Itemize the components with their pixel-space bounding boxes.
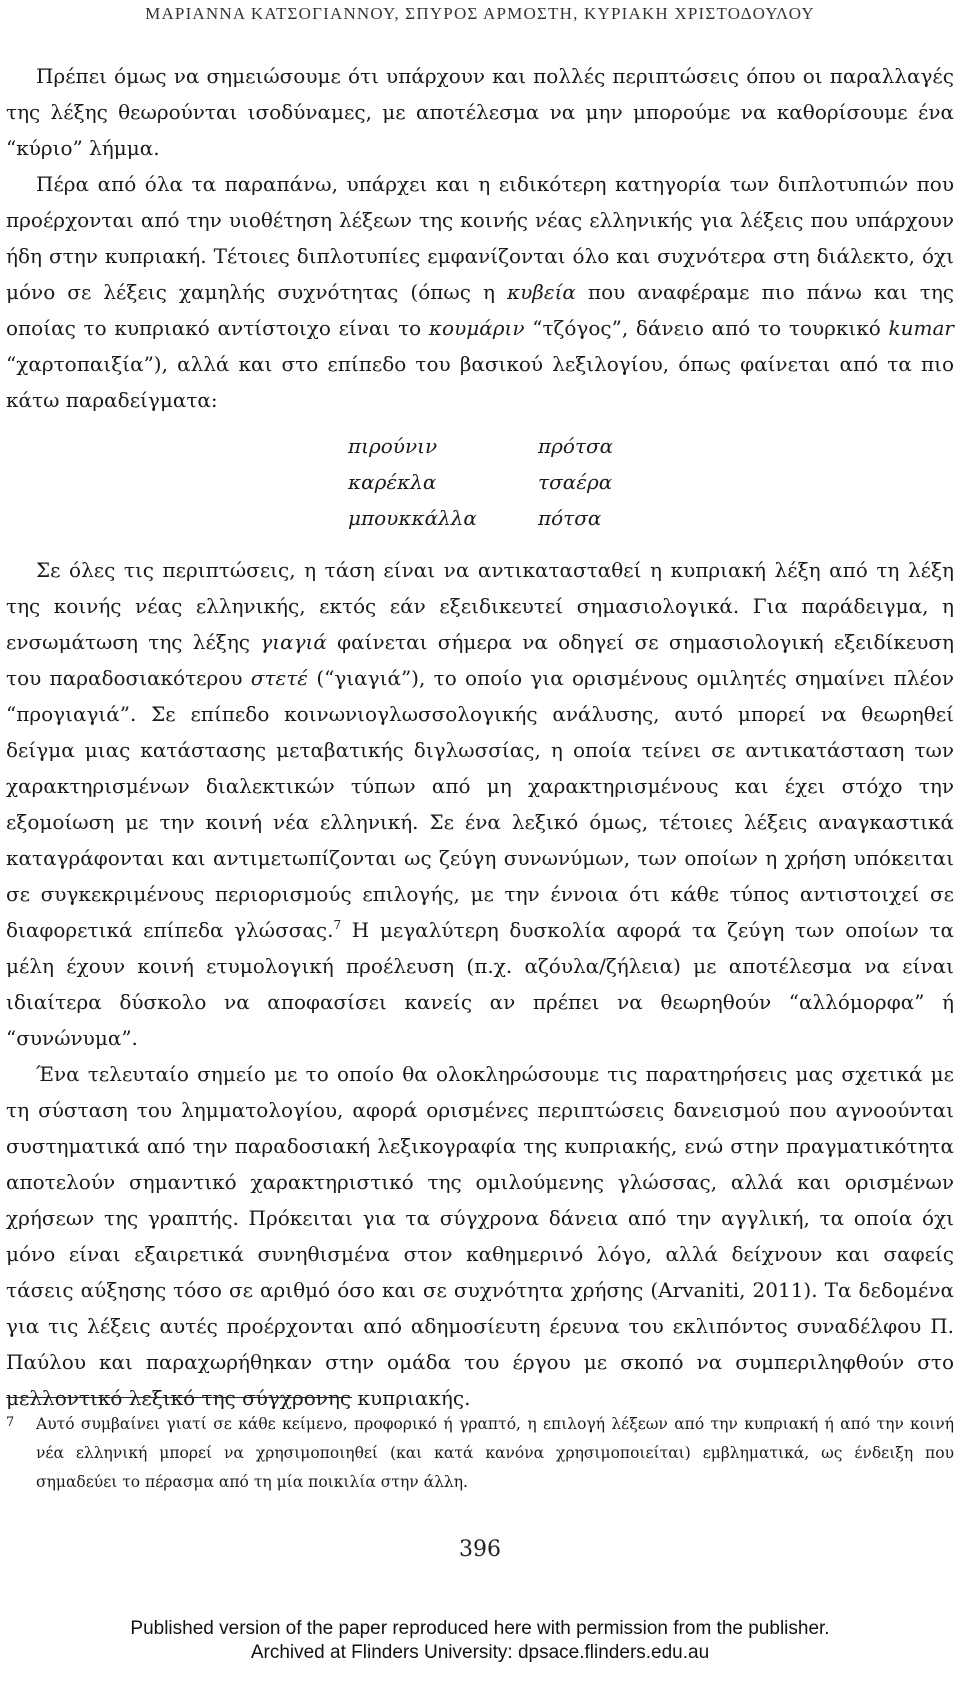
example-word: πότσα (538, 506, 602, 530)
example-word: πρότσα (538, 434, 614, 458)
example-word: καρέκλα (348, 470, 437, 494)
paragraph-3-text: Η μεγαλύτερη δυσκολία αφορά τα ζεύγη των οποίων τα μέλη έχουν κοινή ετυμολογική προέλευση (π.χ. αζόυλα/ζήλεια) με αποτέλεσμα να είναι ιδιαίτερα δύσκολο να αποφασίσει κανείς αν πρέπει να θεωρηθούν “αλλόμορφα” ή “συνώνυμα”. (6, 918, 954, 1050)
publisher-note-line-2: Archived at Flinders University: dpsace.flinders.edu.au (250, 1642, 710, 1663)
example-word: μπουκκάλλα (348, 506, 477, 530)
page-number: 396 (459, 1537, 501, 1562)
example-word: τσαέρα (538, 470, 613, 494)
footnote (6, 1410, 954, 1497)
italic-term-kyveia: κυβεία (507, 280, 576, 304)
examples-list (6, 428, 954, 536)
paragraph-2-text: “τζόγος”, δάνειο από το τουρκικό (524, 316, 889, 340)
paragraph-2 (6, 166, 954, 418)
publisher-note (0, 1617, 960, 1665)
body-text (6, 58, 954, 1416)
paragraph-3-text: φαίνεται σήμερα να οδηγεί σε σημασιολογική εξειδίκευση του παραδοσιακότερου (6, 630, 954, 690)
italic-term-koumarin: κουμάριν (428, 316, 525, 340)
running-header: ΜΑΡΙΑΝΝΑ ΚΑΤΣΟΓΙΑΝΝΟΥ, ΣΠΥΡΟΣ ΑΡΜΟΣΤΗ, ΚΥΡΙΑΚΗ ΧΡΙΣΤΟΔΟΥΛΟΥ (145, 4, 815, 23)
italic-term-stete: στετέ (250, 666, 309, 690)
paragraph-2-text: Πέρα από όλα τα παραπάνω, υπάρχει και η ειδικότερη κατηγορία των διπλοτυπιών που προέρχονται από την υιοθέτηση λέξεων της κοινής νέας ελληνικής για λέξεις που υπάρχουν ήδη στην κυπριακή. Τέτοιες διπλοτυπίες εμφανίζονται όλο και συχνότερα στη διάλεκτο, όχι μόνο σε λέξεις χαμηλής συχνότητας (όπως η (6, 172, 954, 304)
publisher-note-line-1: Published version of the paper reproduced here with permission from the publisher. (130, 1618, 830, 1639)
paragraph-1: Πρέπει όμως να σημειώσουμε ότι υπάρχουν και πολλές περιπτώσεις όπου οι παραλλαγές της λέξης θεωρούνται ισοδύναμες, με αποτέλεσμα να μην μπορούμε να καθορίσουμε ένα “κύριο” λήμμα. (6, 64, 954, 160)
paragraph-3-text: Σε όλες τις περιπτώσεις, η τάση είναι να αντικατασταθεί η κυπριακή λέξη από τη λέξη της κοινής νέας ελληνικής, εκτός εάν εξειδικευτεί σημασιολογικά. Για παράδειγμα, η ενσωμάτωση της λέξης (6, 558, 954, 654)
paragraph-4: Ένα τελευταίο σημείο με το οποίο θα ολοκληρώσουμε τις παρατηρήσεις μας σχετικά με τη σύσταση του λημματολογίου, αφορά ορισμένες περιπτώσεις δανεισμού που αγνοούνται συστηματικά από την παραδοσιακή λεξικογραφία της κυπριακής, ενώ στην πραγματικότητα αποτελούν σημαντικό χαρακτηριστικό της ομιλούμενης γλώσσας, αλλά και ορισμένων χρήσεων της γραπτής. Πρόκειται για τα σύγχρονα δάνεια από την αγγλική, τα οποία όχι μόνο είναι εξαιρετικά συνηθισμένα στον καθημερινό λόγο, αλλά δείχνουν και σαφείς τάσεις αύξησης τόσο σε αριθμό όσο και σε συχνότητα χρήσης (Arvaniti, 2011). Τα δεδομένα για τις λέξεις αυτές προέρχονται από αδημοσίευτη έρευνα του εκλιπόντος συναδέλφου Π. Παύλου και παραχωρήθηκαν στην ομάδα του έργου με σκοπό να συμπεριληφθούν στο μελλοντικό λεξικό της σύγχρονης κυπριακής. (6, 1062, 954, 1410)
paragraph-3-text: (“γιαγιά”), το οποίο για ορισμένους ομιλητές σημαίνει πλέον “προγιαγιά”. Σε επίπεδο κοινωνιογλωσσολογικής ανάλυσης, αυτό μπορεί να θεωρηθεί δείγμα μιας κατάστασης μεταβατικής διγλωσσίας, η οποία τείνει σε αντικατάσταση των χαρακτηρισμένων διαλεκτικών τύπων από μη χαρακτηρισμένους και έχει στόχο την εξομοίωση με την κοινή νέα ελληνική. Σε ένα λεξικό όμως, τέτοιες λέξεις αναγκαστικά καταγράφονται και αντιμετωπίζονται ως ζεύγη συνωνύμων, των οποίων η χρήση υπόκειται σε συγκεκριμένους περιορισμούς επιλογής, με την έννοια ότι κάθε τύπος αντιστοιχεί σε διαφορετικά επίπεδα γλώσσας. (6, 666, 954, 942)
paragraph-2-text: “χαρτοπαιξία”), αλλά και στο επίπεδο του βασικού λεξιλογίου, όπως φαίνεται από τα πιο κάτω παραδείγματα: (6, 352, 954, 412)
example-word: πιρούνιν (348, 434, 438, 458)
footnote-number: 7 (6, 1415, 15, 1430)
footnote-text: Αυτό συμβαίνει γιατί σε κάθε κείμενο, προφορικό ή γραπτό, η επιλογή λέξεων από την κυπριακή ή από την κοινή νέα ελληνική μπορεί να χρησιμοποιηθεί (και κατά κανόνα χρησιμοποιείται) εμβληματικά, ως ένδειξη που σημαδεύει το πέρασμα από τη μία ποικιλία στην άλλη. (36, 1415, 954, 1491)
italic-term-kumar: kumar (888, 316, 954, 340)
paragraph-3 (6, 552, 954, 1056)
footnote-reference[interactable]: 7 (333, 918, 342, 932)
italic-term-giagia: γιαγιά (260, 630, 327, 654)
paragraph-2-text: που αναφέραμε πιο πάνω και της οποίας το κυπριακό αντίστοιχο είναι το (6, 280, 954, 340)
footnote-divider (6, 1397, 352, 1398)
